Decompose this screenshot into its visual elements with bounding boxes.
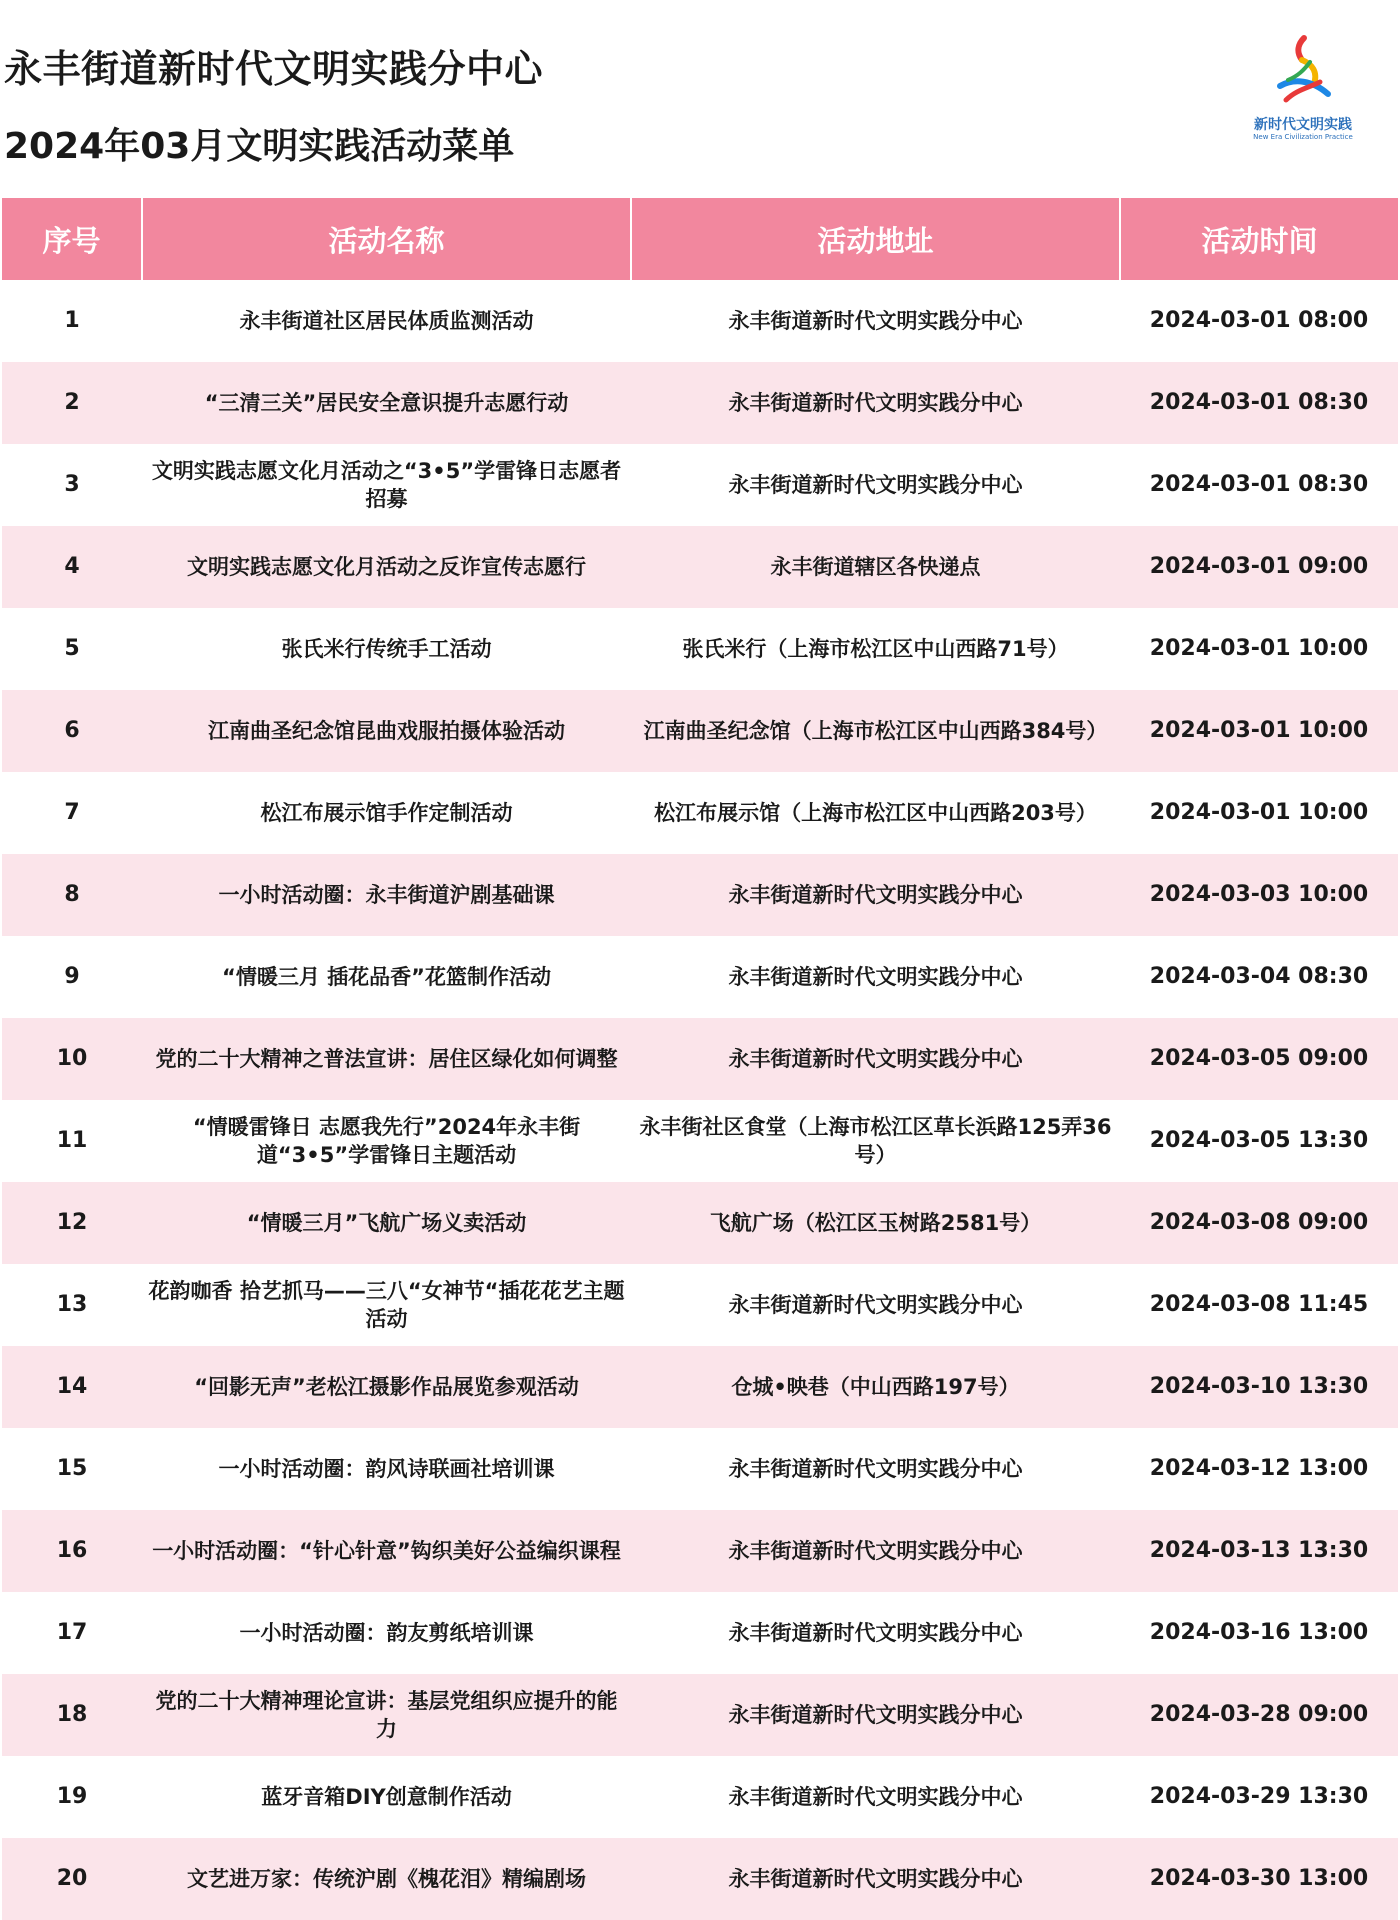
row-activity-name: 永丰街道社区居民体质监测活动 [239, 309, 534, 333]
row-activity-address: 永丰街道新时代文明实践分中心 [728, 1047, 1023, 1071]
row-activity-name: 党的二十大精神理论宣讲：基层党组织应提升的能力 [155, 1689, 618, 1741]
row-activity-address: 永丰街道新时代文明实践分中心 [728, 1703, 1023, 1727]
table-row [2, 444, 1398, 526]
row-activity-time: 2024-03-16 13:00 [1149, 1620, 1369, 1645]
row-activity-time: 2024-03-01 10:00 [1149, 636, 1369, 661]
row-activity-time: 2024-03-28 09:00 [1149, 1702, 1369, 1727]
row-activity-address: 江南曲圣纪念馆（上海市松江区中山西路384号） [643, 719, 1108, 743]
row-activity-name: 江南曲圣纪念馆昆曲戏服拍摄体验活动 [208, 719, 565, 743]
page-subtitle: 2024年03月文明实践活动菜单 [4, 126, 515, 167]
row-seq: 12 [56, 1210, 88, 1235]
header-address: 活动地址 [631, 198, 1120, 280]
table-row [2, 1756, 1398, 1838]
row-activity-name: 一小时活动圈：永丰街道沪剧基础课 [218, 883, 555, 907]
row-activity-address: 永丰街社区食堂（上海市松江区草长浜路125弄36号） [639, 1115, 1112, 1167]
row-activity-address: 松江布展示馆（上海市松江区中山西路203号） [654, 801, 1097, 825]
table-row [2, 608, 1398, 690]
row-seq: 4 [64, 554, 80, 579]
table-row [2, 854, 1398, 936]
table-row [2, 936, 1398, 1018]
table-row [2, 1264, 1398, 1346]
row-activity-address: 永丰街道新时代文明实践分中心 [728, 965, 1023, 989]
row-activity-time: 2024-03-01 09:00 [1149, 554, 1369, 579]
row-seq: 19 [56, 1784, 88, 1809]
row-activity-address: 张氏米行（上海市松江区中山西路71号） [682, 637, 1069, 661]
table-row [2, 1428, 1398, 1510]
row-activity-time: 2024-03-03 10:00 [1149, 882, 1369, 907]
row-activity-name: 松江布展示馆手作定制活动 [260, 801, 513, 825]
row-activity-name: “情暖三月”飞航广场义卖活动 [246, 1211, 527, 1235]
row-activity-address: 永丰街道新时代文明实践分中心 [728, 473, 1023, 497]
table-row [2, 1100, 1398, 1182]
row-activity-time: 2024-03-05 13:30 [1149, 1128, 1369, 1153]
logo-text-en: New Era Civilization Practice [1253, 133, 1353, 141]
row-activity-address: 仓城•映巷（中山西路197号） [731, 1375, 1020, 1399]
row-activity-name: “回影无声”老松江摄影作品展览参观活动 [194, 1375, 579, 1399]
row-seq: 15 [56, 1456, 88, 1481]
row-activity-address: 永丰街道新时代文明实践分中心 [728, 309, 1023, 333]
row-seq: 14 [56, 1374, 88, 1399]
row-activity-address: 永丰街道辖区各快递点 [770, 555, 981, 579]
row-activity-name: “情暖三月 插花品香”花篮制作活动 [222, 965, 551, 989]
row-seq: 6 [64, 718, 80, 743]
table-row [2, 772, 1398, 854]
row-activity-time: 2024-03-01 08:30 [1149, 390, 1369, 415]
row-activity-name: 蓝牙音箱DIY创意制作活动 [261, 1785, 512, 1809]
row-activity-name: “三清三关”居民安全意识提升志愿行动 [204, 391, 569, 415]
table-header-row [2, 198, 1398, 280]
row-activity-address: 永丰街道新时代文明实践分中心 [728, 1621, 1023, 1645]
row-activity-name: “情暖雷锋日 志愿我先行”2024年永丰街道“3•5”学雷锋日主题活动 [192, 1115, 581, 1167]
row-activity-name: 文艺进万家：传统沪剧《槐花泪》精编剧场 [187, 1867, 586, 1891]
table-row [2, 1838, 1398, 1920]
row-activity-address: 永丰街道新时代文明实践分中心 [728, 1867, 1023, 1891]
row-activity-name: 张氏米行传统手工活动 [281, 637, 492, 661]
row-seq: 3 [64, 472, 80, 497]
table-row [2, 1674, 1398, 1756]
row-activity-address: 永丰街道新时代文明实践分中心 [728, 1457, 1023, 1481]
row-activity-time: 2024-03-08 09:00 [1149, 1210, 1369, 1235]
table-row [2, 1592, 1398, 1674]
row-seq: 20 [56, 1866, 88, 1891]
table-row [2, 690, 1398, 772]
row-activity-name: 一小时活动圈：韵友剪纸培训课 [239, 1621, 534, 1645]
table-row [2, 1018, 1398, 1100]
row-seq: 18 [56, 1702, 88, 1727]
row-seq: 16 [56, 1538, 88, 1563]
row-seq: 10 [56, 1046, 88, 1071]
row-activity-time: 2024-03-10 13:30 [1149, 1374, 1369, 1399]
row-activity-time: 2024-03-08 11:45 [1149, 1292, 1369, 1317]
row-activity-name: 文明实践志愿文化月活动之“3•5”学雷锋日志愿者招募 [151, 459, 622, 511]
row-seq: 2 [64, 390, 80, 415]
row-activity-address: 永丰街道新时代文明实践分中心 [728, 1785, 1023, 1809]
row-activity-name: 党的二十大精神之普法宣讲：居住区绿化如何调整 [155, 1047, 618, 1071]
page-title: 永丰街道新时代文明实践分中心 [4, 47, 544, 91]
row-seq: 13 [56, 1292, 88, 1317]
table-row [2, 526, 1398, 608]
row-activity-address: 永丰街道新时代文明实践分中心 [728, 391, 1023, 415]
row-activity-time: 2024-03-12 13:00 [1149, 1456, 1369, 1481]
row-activity-name: 一小时活动圈：“针心针意”钩织美好公益编织课程 [152, 1539, 621, 1563]
row-seq: 17 [56, 1620, 88, 1645]
table-row [2, 362, 1398, 444]
activity-table [2, 198, 1398, 1920]
header-name: 活动名称 [142, 198, 631, 280]
row-activity-time: 2024-03-04 08:30 [1149, 964, 1369, 989]
row-activity-name: 文明实践志愿文化月活动之反诈宣传志愿行 [187, 555, 586, 579]
table-row [2, 1510, 1398, 1592]
row-activity-time: 2024-03-13 13:30 [1149, 1538, 1369, 1563]
row-seq: 9 [64, 964, 80, 989]
row-activity-address: 永丰街道新时代文明实践分中心 [728, 883, 1023, 907]
civilization-practice-logo [1238, 30, 1368, 150]
row-activity-name: 一小时活动圈：韵风诗联画社培训课 [218, 1457, 555, 1481]
row-activity-time: 2024-03-05 09:00 [1149, 1046, 1369, 1071]
header-time: 活动时间 [1120, 198, 1398, 280]
logo-text-cn: 新时代文明实践 [1254, 117, 1352, 133]
table-row [2, 1182, 1398, 1264]
row-activity-address: 飞航广场（松江区玉树路2581号） [709, 1211, 1042, 1235]
row-seq: 7 [64, 800, 80, 825]
row-activity-name: 花韵咖香 拾艺抓马——三八“女神节“插花花艺主题活动 [148, 1279, 625, 1331]
table-row [2, 280, 1398, 362]
row-activity-time: 2024-03-01 08:00 [1149, 308, 1369, 333]
row-seq: 1 [64, 308, 80, 333]
table-row [2, 1346, 1398, 1428]
civilization-practice-logo-icon [1274, 34, 1334, 112]
row-activity-time: 2024-03-30 13:00 [1149, 1866, 1369, 1891]
row-activity-time: 2024-03-01 08:30 [1149, 472, 1369, 497]
row-activity-address: 永丰街道新时代文明实践分中心 [728, 1293, 1023, 1317]
header-seq: 序号 [2, 198, 142, 280]
row-seq: 8 [64, 882, 80, 907]
row-activity-time: 2024-03-01 10:00 [1149, 800, 1369, 825]
row-seq: 11 [56, 1128, 88, 1153]
row-activity-address: 永丰街道新时代文明实践分中心 [728, 1539, 1023, 1563]
row-activity-time: 2024-03-01 10:00 [1149, 718, 1369, 743]
row-activity-time: 2024-03-29 13:30 [1149, 1784, 1369, 1809]
row-seq: 5 [64, 636, 80, 661]
